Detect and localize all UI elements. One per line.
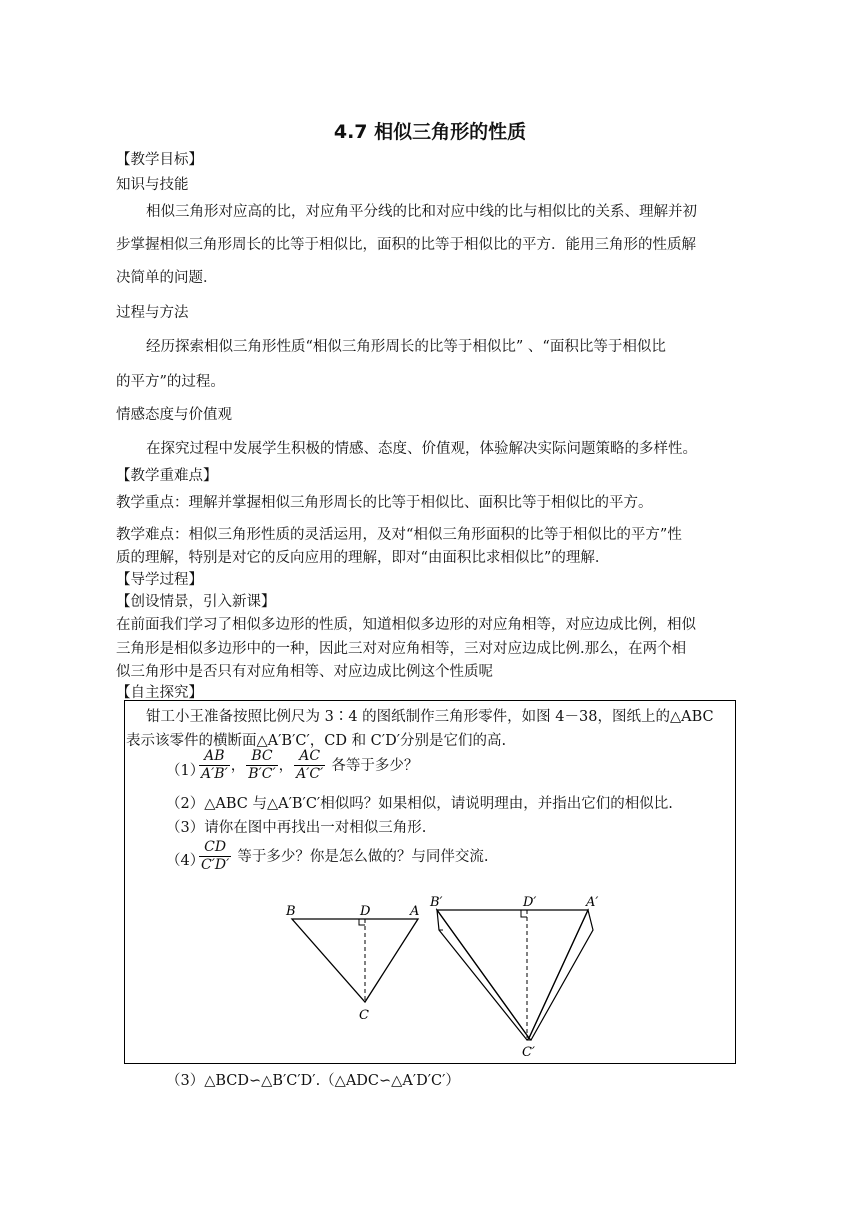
box-intro-line-2: 表示该零件的横断面△A′B′C′，CD 和 C′D′分别是它们的高. (126, 733, 507, 749)
knowledge-line-1: 相似三角形对应高的比，对应角平分线的比和对应中线的比与相似比的关系、理解并初 (146, 204, 697, 220)
box-intro-line-1: 钳工小王准备按照比例尺为 3∶4 的图纸制作三角形零件，如图 4－38，图纸上的△ABC (146, 709, 714, 725)
q1-suffix: 各等于多少？ (331, 758, 419, 774)
intro-line-2: 三角形是相似多边形中的一种，因此三对对应角相等，三对对应边成比例.那么，在两个相 (116, 641, 687, 657)
intro-line-1: 在前面我们学习了相似多边形的性质，知道相似多边形的对应角相等，对应边成比例，相似 (116, 617, 696, 633)
q3: （3）请你在图中再找出一对相似三角形. (166, 820, 427, 836)
triangle-a2b2c2 (437, 910, 588, 1038)
label-d: D (360, 904, 371, 919)
fraction-bc: $\frac{BC}{B'C'}$ (248, 748, 276, 782)
prism-left-face (437, 910, 529, 1040)
q2: （2）△ABC 与△A′B′C′相似吗？如果相似，请说明理由，并指出它们的相似比. (166, 796, 673, 812)
label-a2: A′ (586, 895, 599, 910)
difficulty-line-1: 教学难点：相似三角形性质的灵活运用，及对“相似三角形面积的比等于相似比的平方”性 (116, 527, 682, 543)
guide-header: 【导学过程】 (116, 572, 203, 588)
q1-prefix: （1） (166, 763, 205, 779)
process-line-1: 经历探索相似三角形性质“相似三角形周长的比等于相似比” 、“面积比等于相似比 (146, 339, 666, 355)
answer-line: （3）△BCD∽△B′C′D′.（△ADC∽△A′D′C′） (166, 1073, 460, 1089)
emotion-header: 情感态度与价值观 (116, 407, 232, 423)
q4-suffix: 等于多少？你是怎么做的？与同伴交流. (237, 849, 489, 865)
knowledge-line-3: 决简单的问题． (116, 270, 218, 286)
emotion-line: 在探究过程中发展学生积极的情感、态度、价值观，体验解决实际问题策略的多样性。 (146, 441, 697, 457)
triangle-abc (292, 919, 418, 1002)
similar-triangles-figure (280, 892, 610, 1060)
label-d2: D′ (523, 895, 537, 910)
intro-line-3: 似三角形中是否只有对应角相等、对应边成比例这个性质呢 (116, 664, 493, 680)
label-c: C (359, 1008, 369, 1023)
prism-right-face (529, 910, 593, 1040)
knowledge-header: 知识与技能 (116, 177, 189, 193)
explore-header: 【自主探究】 (116, 685, 203, 701)
page-title: 4.7 相似三角形的性质 (333, 121, 527, 143)
fraction-cd: $\frac{CD}{C'D'}$ (201, 839, 230, 873)
right-angle-mark-d (359, 919, 365, 925)
q4-fraction-row (198, 839, 489, 874)
keypoints-header: 【教学重难点】 (116, 468, 218, 484)
knowledge-line-2: 步掌握相似三角形周长的比等于相似比，面积的比等于相似比的平方．能用三角形的性质解 (116, 237, 696, 253)
process-header: 过程与方法 (116, 305, 189, 321)
objectives-header: 【教学目标】 (116, 152, 203, 168)
label-b2: B′ (430, 895, 443, 910)
q1-sep-2: ， (278, 758, 294, 774)
q1-sep-1: ， (230, 758, 246, 774)
fraction-ac: $\frac{AC}{A'C'}$ (296, 748, 324, 782)
label-b: B (286, 904, 296, 919)
label-c2: C′ (522, 1045, 535, 1060)
key-line: 教学重点：理解并掌握相似三角形周长的比等于相似比、面积比等于相似比的平方。 (116, 495, 653, 511)
q4-prefix: （4） (166, 853, 205, 869)
difficulty-line-2: 质的理解，特别是对它的反向应用的理解，即对“由面积比求相似比”的理解． (116, 550, 610, 566)
process-line-2: 的平方”的过程。 (116, 374, 225, 390)
label-a: A (410, 904, 420, 919)
right-angle-mark-d2 (521, 910, 527, 917)
intro-header: 【创设情景，引入新课】 (116, 594, 276, 610)
fraction-ab: $\frac{AB}{A'B'}$ (201, 748, 228, 782)
q1-fractions (198, 748, 418, 783)
